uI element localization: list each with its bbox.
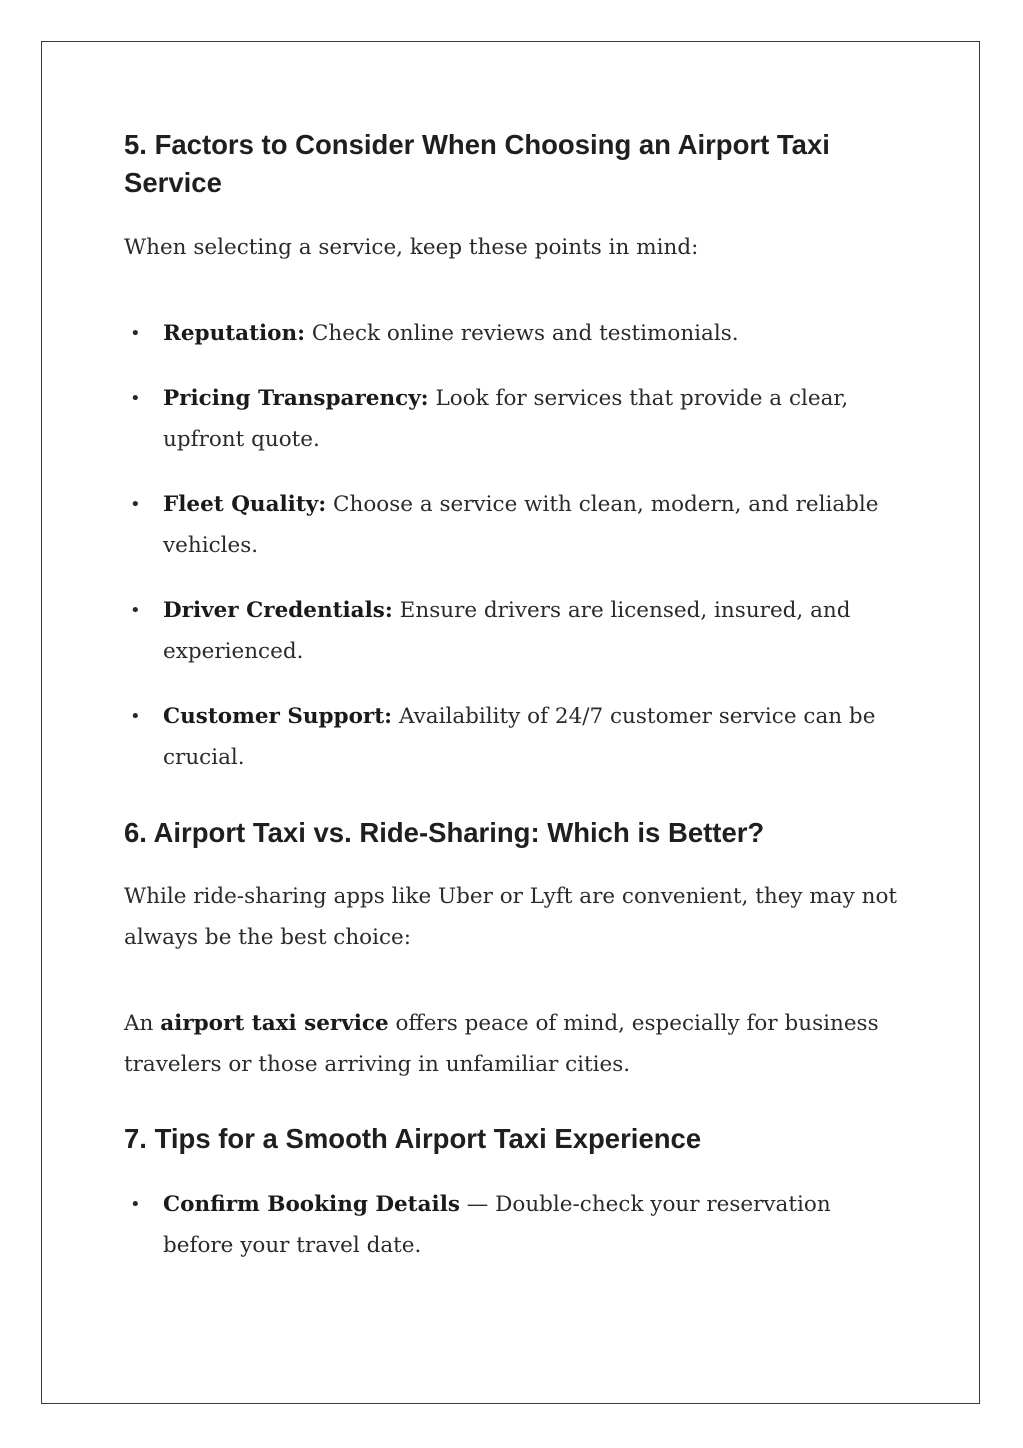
paragraph-suffix: offers peace of mind, especially for business travelers or those arriving in unfamiliar cities. xyxy=(124,1011,879,1077)
section-5-heading: 5. Factors to Consider When Choosing an Airport Taxi Service xyxy=(124,129,830,198)
section-6-heading: 6. Airport Taxi vs. Ride-Sharing: Which is Better? xyxy=(124,817,765,848)
bullet-icon: • xyxy=(130,323,141,344)
list-item-term: Reputation: xyxy=(163,321,306,346)
list-item-text: Ensure drivers are licensed, insured, and experienced. xyxy=(163,598,851,664)
bullet-icon: • xyxy=(130,494,141,515)
list-item xyxy=(124,378,904,460)
paragraph-prefix: An xyxy=(124,1011,161,1036)
list-item xyxy=(124,590,904,672)
bullet-icon: • xyxy=(130,600,141,621)
section-5-intro: When selecting a service, keep these points in mind: xyxy=(124,235,699,260)
list-item-text: Look for services that provide a clear, upfront quote. xyxy=(163,386,849,452)
paragraph-emphasis: airport taxi service xyxy=(160,1011,389,1036)
factors-list xyxy=(124,313,904,802)
bullet-icon: • xyxy=(130,706,141,727)
list-item-term: Confirm Booking Details xyxy=(163,1192,460,1217)
list-item-term: Customer Support: xyxy=(163,704,393,729)
section-6-paragraph-2 xyxy=(124,1003,904,1085)
list-item xyxy=(124,484,904,566)
list-item xyxy=(124,696,904,778)
list-item-term: Fleet Quality: xyxy=(163,492,327,517)
list-item-text: Availability of 24/7 customer service can be crucial. xyxy=(163,704,876,770)
list-item-text: — Double-check your reservation before your travel date. xyxy=(163,1192,831,1258)
section-7-heading: 7. Tips for a Smooth Airport Taxi Experience xyxy=(124,1123,702,1154)
bullet-icon: • xyxy=(130,1194,141,1215)
list-item-term: Driver Credentials: xyxy=(163,598,393,623)
list-item-text: Choose a service with clean, modern, and reliable vehicles. xyxy=(163,492,879,558)
list-item xyxy=(124,1184,904,1266)
bullet-icon: • xyxy=(130,388,141,409)
section-6-paragraph-1: While ride-sharing apps like Uber or Lyft are convenient, they may not always be the best choice: xyxy=(124,884,898,950)
list-item-text: Check online reviews and testimonials. xyxy=(305,321,739,346)
tips-list xyxy=(124,1184,904,1290)
list-item-term: Pricing Transparency: xyxy=(163,386,429,411)
list-item xyxy=(124,313,904,354)
